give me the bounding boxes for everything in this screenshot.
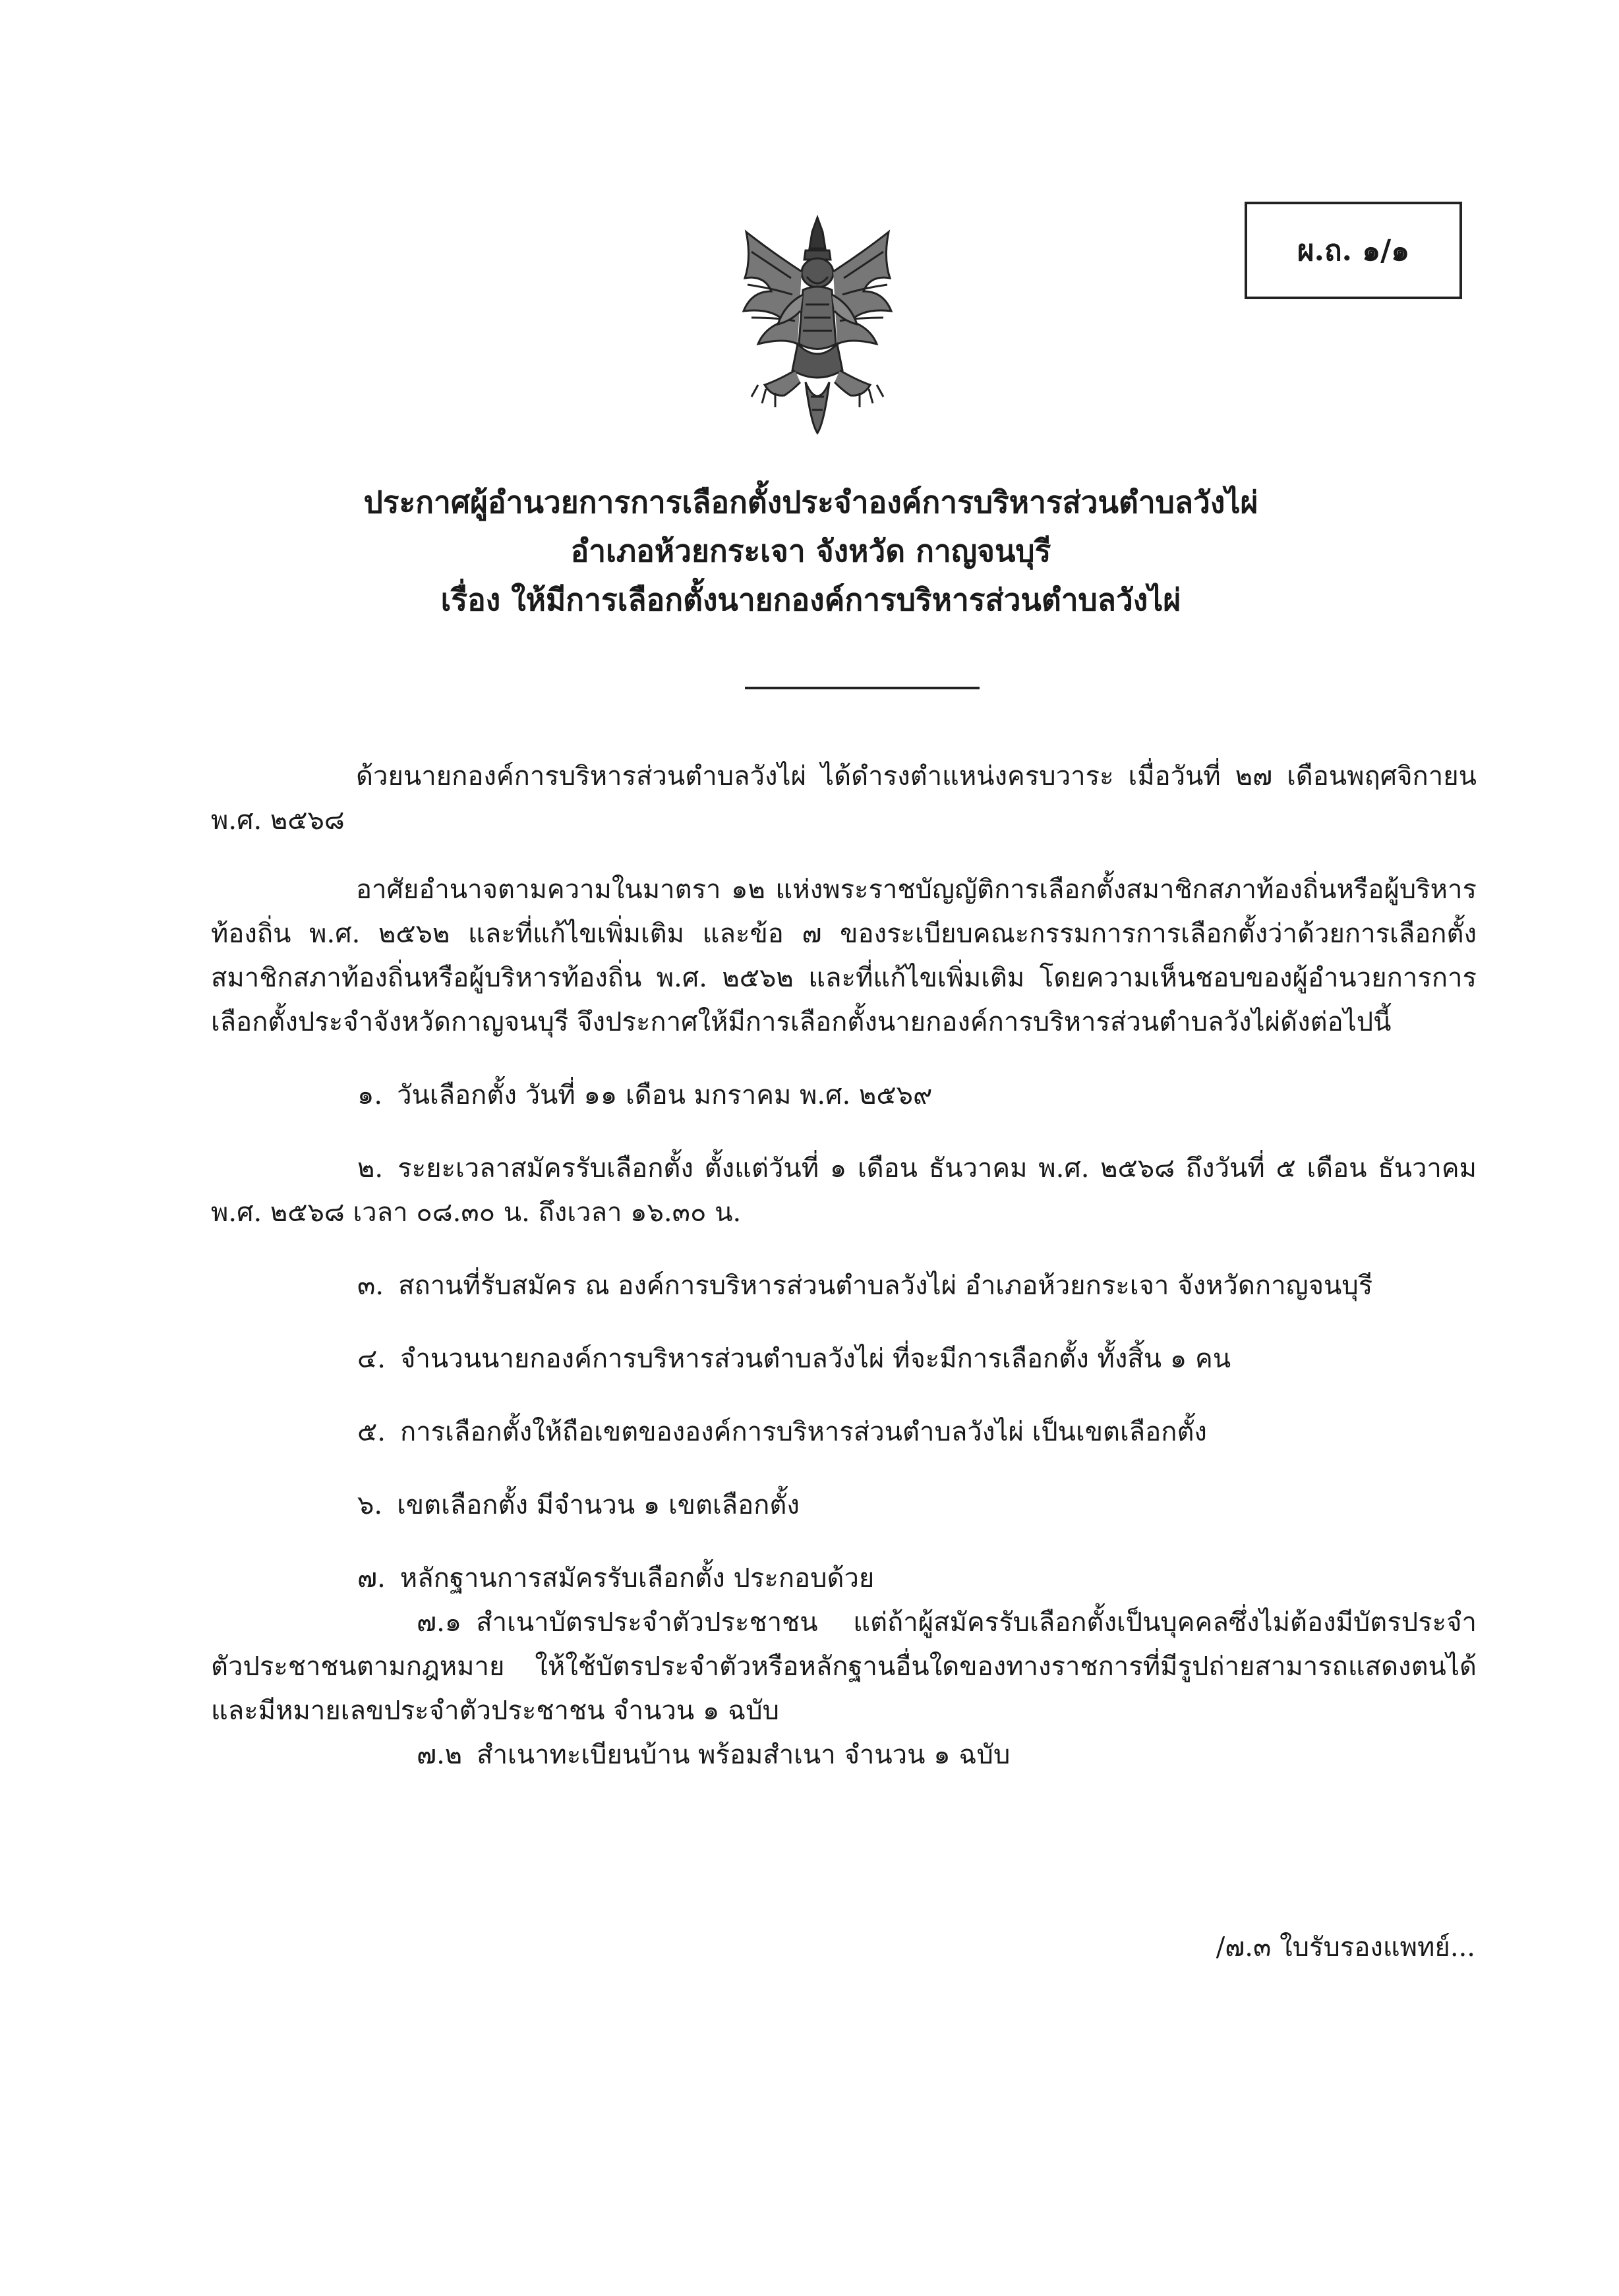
list-item: ๔. จำนวนนายกองค์การบริหารส่วนตำบลวังไผ่ ที่จะมีการเลือกตั้ง ทั้งสิ้น ๑ คน — [357, 1344, 1231, 1374]
paragraph-authority: อาศัยอำนาจตามความในมาตรา ๑๒ แห่งพระราชบัญญัติการเลือกตั้งสมาชิกสภาท้องถิ่นหรือผู้บริหารท้องถิ่น พ.ศ. ๒๕๖๒ และที่แก้ไขเพิ่มเติม และข้อ ๗ ของระเบียบคณะกรรมการการเลือกตั้งว่าด้วยการเลือกตั้งสมาชิกสภาท้องถิ่นหรือผู้บริหารท้องถิ่น พ.ศ. ๒๕๖๒ และที่แก้ไขเพิ่มเติม โดยความเห็นชอบของผู้อำนวยการการเลือกตั้งประจำจังหวัดกาญจนบุรี จึงประกาศให้มีการเลือกตั้งนายกองค์การบริหารส่วนตำบลวังไผ่ดังต่อไปนี้ — [211, 875, 1477, 1037]
continuation-marker: /๗.๓ ใบรับรองแพทย์... — [1216, 1932, 1475, 1963]
sub-list-item: ๗.๒ สำเนาทะเบียนบ้าน พร้อมสำเนา จำนวน ๑ ฉบับ — [417, 1740, 1011, 1770]
title-line-2: อำเภอห้วยกระเจา จังหวัด กาญจนบุรี — [570, 533, 1051, 569]
title-line-3: เรื่อง ให้มีการเลือกตั้งนายกองค์การบริหารส่วนตำบลวังไผ่ — [440, 582, 1181, 617]
list-item: ๑. วันเลือกตั้ง วันที่ ๑๑ เดือน มกราคม พ.ศ. ๒๕๖๙ — [357, 1080, 933, 1110]
title-divider — [745, 687, 980, 689]
list-item: ๕. การเลือกตั้งให้ถือเขตขององค์การบริหารส่วนตำบลวังไผ่ เป็นเขตเลือกตั้ง — [357, 1417, 1207, 1447]
sub-list-item: ๗.๑ สำเนาบัตรประจำตัวประชาชน แต่ถ้าผู้สมัครรับเลือกตั้งเป็นบุคคลซึ่งไม่ต้องมีบัตรประจำตัวประชาชนตามกฎหมาย ให้ใช้บัตรประจำตัวหรือหลักฐานอื่นใดของทางราชการที่มีรูปถ่ายสามารถแสดงตนได้และมีหมายเลขประจำตัวประชาชน จำนวน ๑ ฉบับ — [211, 1607, 1477, 1726]
form-code-box — [1245, 202, 1462, 299]
list-item: ๖. เขตเลือกตั้ง มีจำนวน ๑ เขตเลือกตั้ง — [357, 1490, 800, 1520]
list-item: ๒. ระยะเวลาสมัครรับเลือกตั้ง ตั้งแต่วันที่ ๑ เดือน ธันวาคม พ.ศ. ๒๕๖๘ ถึงวันที่ ๕ เดือน ธันวาคม พ.ศ. ๒๕๖๘ เวลา ๐๘.๓๐ น. ถึงเวลา ๑๖.๓๐ น. — [211, 1153, 1477, 1228]
form-code-label: ผ.ถ. ๑/๑ — [1297, 234, 1410, 268]
document-body — [211, 755, 1477, 1777]
title-line-1: ประกาศผู้อำนวยการการเลือกตั้งประจำองค์การบริหารส่วนตำบลวังไผ่ — [363, 484, 1258, 520]
document-title — [198, 478, 1424, 624]
list-item: ๓. สถานที่รับสมัคร ณ องค์การบริหารส่วนตำบลวังไผ่ อำเภอห้วยกระเจา จังหวัดกาญจนบุรี — [357, 1271, 1373, 1301]
garuda-emblem-icon — [732, 212, 903, 436]
list-item: ๗. หลักฐานการสมัครรับเลือกตั้ง ประกอบด้วย — [357, 1563, 875, 1593]
paragraph-intro: ด้วยนายกองค์การบริหารส่วนตำบลวังไผ่ ได้ดำรงตำแหน่งครบวาระ เมื่อวันที่ ๒๗ เดือนพฤศจิกายน พ.ศ. ๒๕๖๘ — [211, 761, 1477, 836]
